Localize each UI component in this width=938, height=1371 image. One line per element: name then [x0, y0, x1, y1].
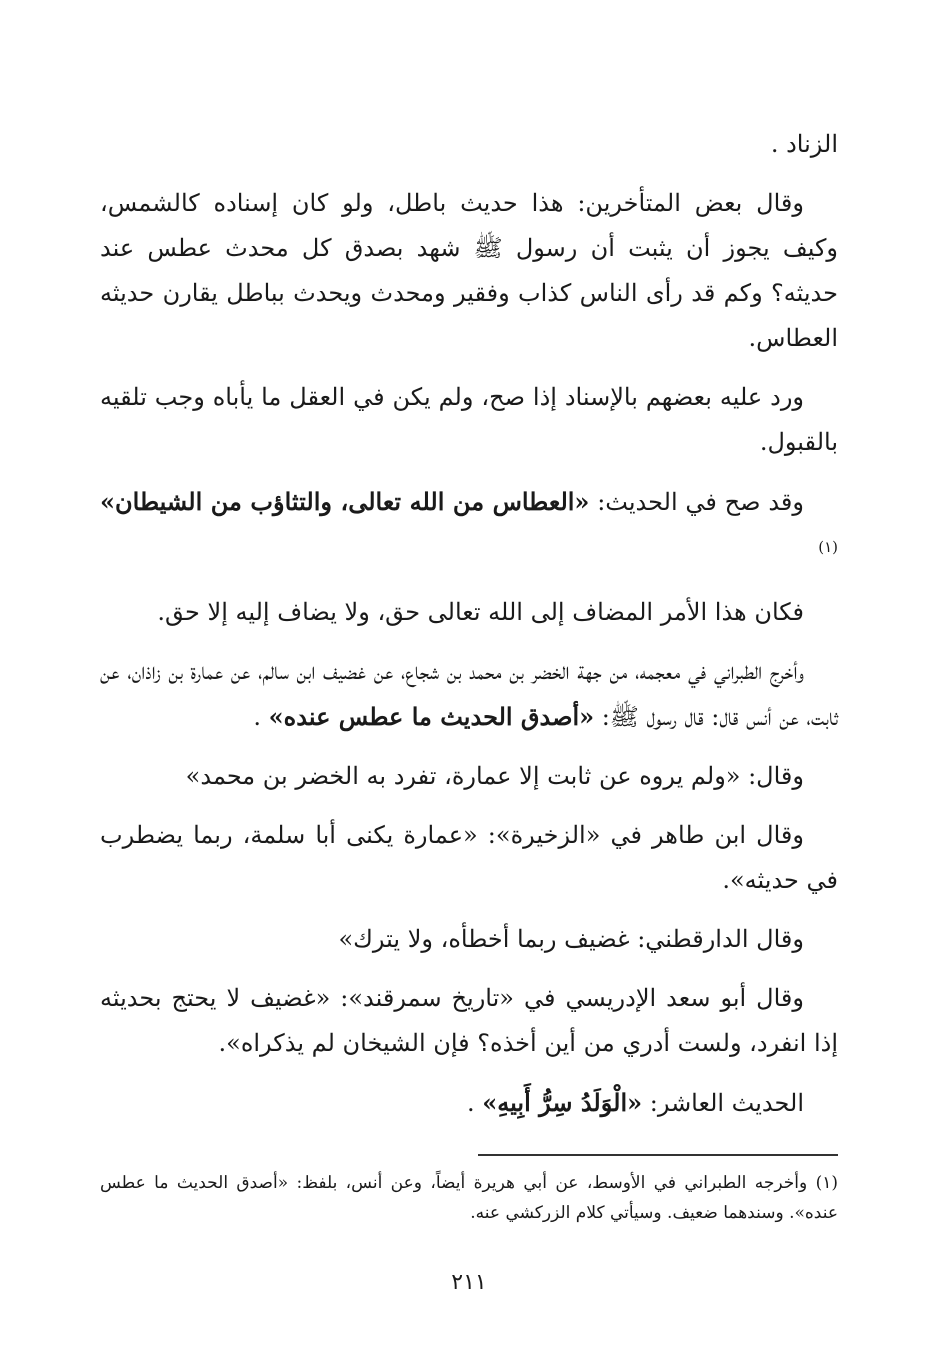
paragraph-conclusion: فكان هذا الأمر المضاف إلى الله تعالى حق، ولا يضاف إليه إلا حق.	[157, 598, 804, 626]
hadith-intro: وقد صح في الحديث:	[589, 488, 804, 516]
footnote-divider	[478, 1154, 838, 1156]
paragraph-tabarani	[100, 649, 838, 740]
hadith-quote: «العطاس من الله تعالى، والتثاؤب من الشيطان»	[100, 487, 590, 516]
paragraph-idrisi: وقال أبو سعد الإدريسي في «تاريخ سمرقند»: «غضيف لا يحتج بحديثه إذا انفرد، ولست أدري من أين أخذه؟ فإن الشيخان لم يذكراه».	[100, 984, 838, 1057]
paragraph-daraqutni: وقال الدارقطني: غضيف ربما أخطأه، ولا يترك»	[338, 925, 804, 953]
paragraph-continuation: الزناد .	[770, 130, 838, 158]
tenth-hadith-quote: «الْوَلَدُ سِرُّ أَبِيهِ»	[482, 1088, 643, 1117]
tabarani-quote: «أصدق الحديث ما عطس عنده»	[268, 702, 595, 731]
paragraph-tenth-hadith	[100, 1080, 838, 1126]
paragraph-rebuttal: ورد عليه بعضهم بالإسناد إذا صح، ولم يكن في العقل ما يأباه وجب تلقيه بالقبول.	[100, 383, 838, 456]
tabarani-end: .	[253, 703, 269, 731]
tenth-hadith-intro: الحديث العاشر:	[642, 1089, 804, 1117]
tabarani-text: وأخرج الطبراني في معجمه، من جهة الخضر بن محمد بن شجاع، عن غضيف ابن سالم، عن عمارة بن زاذان، عن ثابت، عن أنس قال: قال رسول ﷺ:	[100, 657, 838, 731]
footnote: (١) وأخرجه الطبراني في الأوسط، عن أبي هريرة أيضاً، وعن أنس، بلفظ: «أصدق الحديث ما عطس عنده». وسندهما ضعيف. وسيأتي كلام الزركشي عنه.	[100, 1173, 838, 1223]
paragraph-tabarani-comment: وقال: «ولم يروه عن ثابت إلا عمارة، تفرد به الخضر بن محمد»	[185, 762, 804, 790]
paragraph-ibn-tahir: وقال ابن طاهر في «الزخيرة»: «عمارة يكنى أبا سلمة، ربما يضطرب في حديثه».	[100, 821, 838, 894]
tenth-hadith-end: .	[467, 1089, 483, 1117]
footnote-reference: (١)	[818, 538, 838, 556]
paragraph-later-scholar: وقال بعض المتأخرين: هذا حديث باطل، ولو كان إسناده كالشمس، وكيف يجوز أن يثبت أن رسول ﷺ شهد بصدق كل محدث عطس عند حديثه؟ وكم قد رأى الناس كذاب وفقير ومحدث ويحدث بباطل يقارن حديثه العطاس.	[100, 189, 838, 352]
page-number: ٢١١	[451, 1270, 487, 1295]
paragraph-hadith-sneezing	[100, 479, 838, 576]
